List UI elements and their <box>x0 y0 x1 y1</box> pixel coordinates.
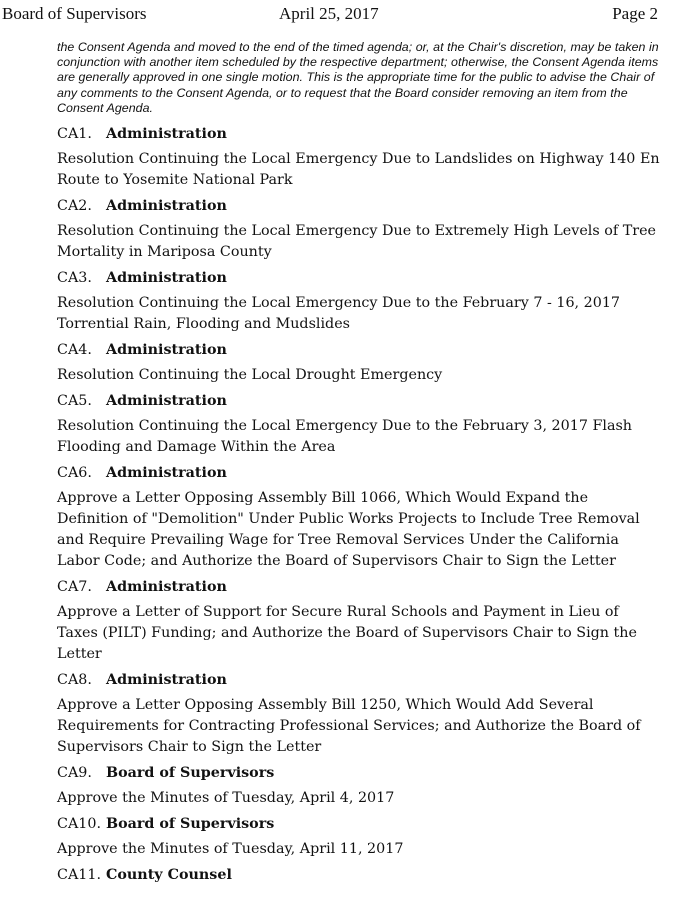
agenda-item-department: Administration <box>106 126 227 143</box>
agenda-item-heading <box>57 463 663 483</box>
agenda-item-department: County Counsel <box>106 867 232 884</box>
agenda-item-description: Resolution Continuing the Local Emergency Due to Landslides on Highway 140 En Route to Yosemite National Park <box>57 151 660 189</box>
agenda-item-ca1 <box>57 124 663 191</box>
agenda-item-description: Approve a Letter Opposing Assembly Bill 1250, Which Would Add Several Requirements for Contracting Professional Services; and Authorize the Board of Supervisors Chair to Sign the Letter <box>57 697 641 756</box>
agenda-item-heading <box>57 196 663 216</box>
agenda-item-heading <box>57 814 663 834</box>
agenda-item-number: CA9. <box>57 765 92 782</box>
agenda-item-number: CA3. <box>57 270 92 287</box>
agenda-item-description: Approve a Letter Opposing Assembly Bill 1066, Which Would Expand the Definition of "Demolition" Under Public Works Projects to Include Tree Removal and Require Prevailing Wage for Tree Removal Services Under the California Labor Code; and Authorize the Board of Supervisors Chair to Sign the Letter <box>57 490 640 570</box>
agenda-item-ca8 <box>57 670 663 758</box>
agenda-item-heading <box>57 268 663 288</box>
agenda-item-heading <box>57 124 663 144</box>
agenda-item-heading <box>57 763 663 783</box>
agenda-item-ca4 <box>57 340 663 386</box>
agenda-item-department: Administration <box>106 270 227 287</box>
agenda-item-description: Resolution Continuing the Local Emergency Due to the February 7 - 16, 2017 Torrential Rain, Flooding and Mudslides <box>57 295 621 333</box>
agenda-item-number: CA11. <box>57 867 102 884</box>
agenda-item-description: Approve the Minutes of Tuesday, April 11, 2017 <box>57 841 404 858</box>
agenda-item-ca11 <box>57 865 663 885</box>
agenda-item-ca5 <box>57 391 663 458</box>
agenda-item-number: CA2. <box>57 198 92 215</box>
consent-agenda-intro: the Consent Agenda and moved to the end of the timed agenda; or, at the Chair's discretion, may be taken in conjunction with another item scheduled by the respective department; otherwise, the Consent Agenda items are generally approved in one single motion. This is the appropriate time for the public to advise the Chair of any comments to the Consent Agenda, or to request that the Board consider removing an item from the Consent Agenda. <box>57 40 659 115</box>
agenda-item-heading <box>57 340 663 360</box>
agenda-item-description: Resolution Continuing the Local Emergency Due to Extremely High Levels of Tree Mortality in Mariposa County <box>57 223 656 261</box>
agenda-item-number: CA1. <box>57 126 92 143</box>
agenda-item-department: Administration <box>106 393 227 410</box>
agenda-item-heading <box>57 391 663 411</box>
agenda-item-ca3 <box>57 268 663 335</box>
agenda-item-ca10 <box>57 814 663 860</box>
agenda-item-description: Approve a Letter of Support for Secure Rural Schools and Payment in Lieu of Taxes (PILT) Funding; and Authorize the Board of Supervisors Chair to Sign the Letter <box>57 604 637 663</box>
agenda-item-number: CA7. <box>57 579 92 596</box>
agenda-item-description: Approve the Minutes of Tuesday, April 4, 2017 <box>57 790 395 807</box>
agenda-item-number: CA6. <box>57 465 92 482</box>
agenda-item-number: CA8. <box>57 672 92 689</box>
agenda-item-department: Board of Supervisors <box>106 765 275 782</box>
agenda-item-department: Board of Supervisors <box>106 816 275 833</box>
header-board-name: Board of Supervisors <box>2 4 147 23</box>
agenda-item-number: CA5. <box>57 393 92 410</box>
agenda-content <box>57 40 663 890</box>
agenda-item-ca2 <box>57 196 663 263</box>
agenda-item-ca9 <box>57 763 663 809</box>
page-header <box>0 0 680 26</box>
agenda-item-description: Resolution Continuing the Local Emergency Due to the February 3, 2017 Flash Flooding and Damage Within the Area <box>57 418 633 456</box>
agenda-item-department: Administration <box>106 342 227 359</box>
header-page-number: Page 2 <box>612 4 658 23</box>
agenda-item-department: Administration <box>106 579 227 596</box>
agenda-item-heading <box>57 577 663 597</box>
agenda-item-ca6 <box>57 463 663 572</box>
agenda-item-department: Administration <box>106 198 227 215</box>
agenda-item-description: Resolution Continuing the Local Drought Emergency <box>57 367 443 384</box>
agenda-item-number: CA10. <box>57 816 102 833</box>
agenda-item-ca7 <box>57 577 663 665</box>
agenda-item-number: CA4. <box>57 342 92 359</box>
header-date: April 25, 2017 <box>279 4 379 23</box>
agenda-item-department: Administration <box>106 465 227 482</box>
agenda-item-heading <box>57 865 663 885</box>
agenda-item-heading <box>57 670 663 690</box>
agenda-item-department: Administration <box>106 672 227 689</box>
